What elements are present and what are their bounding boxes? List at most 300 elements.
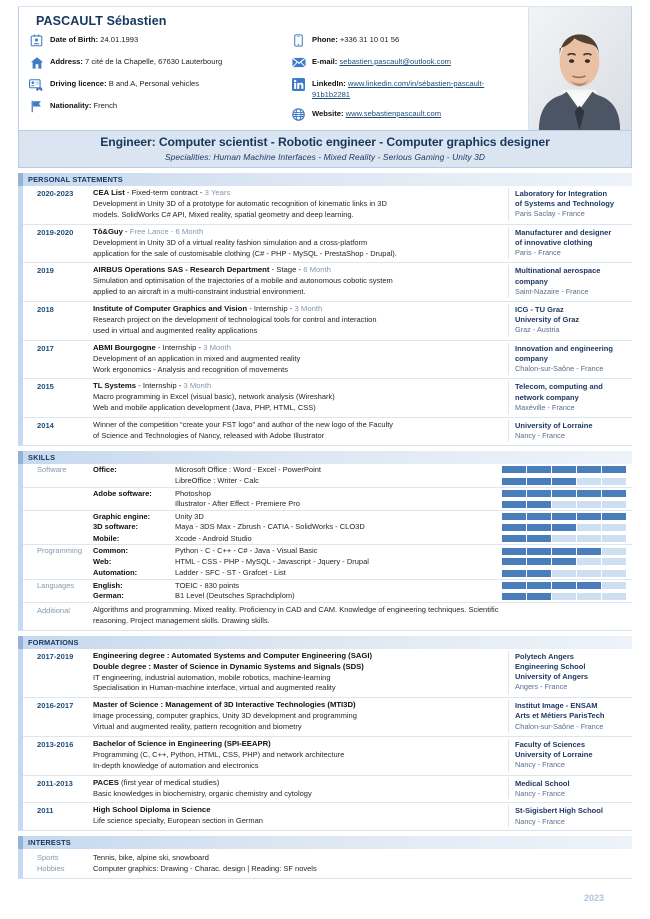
organisation-location: Graz - Austria [515, 325, 560, 335]
formation-desc-line: Specialisation in Human-machine interface, virtual and augmented reality [93, 683, 336, 693]
section-skills [18, 451, 632, 631]
skill-row [23, 521, 632, 533]
organisation-location: Paris Saclay - France [515, 209, 585, 219]
organisation-name: Multinational aerospace [515, 266, 601, 276]
skill-key: German: [93, 591, 124, 601]
experience-desc-line: Winner of the competition “create your FST logo” and author of the new logo of the Faculty [93, 420, 394, 430]
experience-title: CEA List - Fixed-term contract - 3 Years [93, 188, 231, 197]
experience-org: CEA List [93, 188, 125, 197]
organisation-name: of Systems and Technology [515, 199, 615, 209]
section-title: SKILLS [28, 452, 56, 462]
header-left-column [27, 33, 289, 129]
experience-title: AIRBUS Operations SAS - Research Department - Stage - 6 Month [93, 265, 331, 275]
home-icon [27, 55, 46, 70]
skill-category [23, 567, 93, 568]
skill-key: Common: [93, 546, 128, 556]
section-header-interests [18, 836, 632, 849]
formation-organisation [508, 700, 632, 733]
experience-organisation [508, 188, 632, 221]
section-interests [18, 836, 632, 879]
skill-additional-text: Algorithms and programming. Mixed reality. Proficiency in CAD and CAM. Knowledge of engineering techniques. Scientific reasoning. Project management skills. Drawing skills. [93, 604, 499, 625]
skill-rating-segment [602, 466, 626, 473]
formation-main [93, 805, 508, 827]
skill-rating-segment [577, 558, 601, 565]
organisation-name: Laboratory for Integration [515, 189, 608, 198]
skill-rating-segment [552, 570, 576, 577]
skill-category [23, 488, 93, 489]
skill-rating-segment [502, 535, 526, 542]
formation-date: 2013-2016 [37, 739, 74, 749]
organisation-location: Paris - France [515, 247, 561, 257]
organisation-location: Saint-Nazaire - France [515, 286, 589, 296]
skill-additional-row [23, 602, 632, 630]
skill-category [23, 590, 93, 591]
skill-rating-bar [502, 545, 632, 555]
header-field-dob [27, 33, 289, 48]
skill-rating-segment [502, 466, 526, 473]
skill-key: Adobe software: [93, 488, 152, 498]
skill-rating-segment [527, 466, 551, 473]
skill-rating-segment [552, 524, 576, 531]
section-header-skills [18, 451, 632, 464]
id-card-icon [27, 33, 46, 48]
experience-duration: 6 Month [303, 265, 331, 275]
experience-desc-line: Development in Unity 3D of a prototype for automatic recognition of kinematic links in 3D [93, 198, 387, 208]
organisation-location: Nancy - France [515, 760, 565, 770]
formation-main [93, 778, 508, 800]
experience-main [93, 265, 508, 298]
organisation-name: University of Lorraine [515, 750, 593, 760]
skill-value: Illustrator - After Effect - Premiere Pro [175, 499, 300, 509]
skill-rating-segment [552, 548, 576, 555]
experience-date: 2020-2023 [37, 189, 74, 198]
experience-desc-line: Macro programming in Excel (visual basic), network analysis (Wireshark) [93, 392, 335, 402]
organisation-name: Engineering School [515, 661, 586, 671]
skill-rating-segment [602, 558, 626, 565]
header-field-dob-label: Date of Birth: [50, 35, 99, 44]
formation-row [23, 737, 632, 776]
formation-desc-line: Image processing, computer graphics, Unity 3D development and programming [93, 711, 357, 721]
experience-date: 2014 [37, 421, 54, 431]
skill-value: B1 Level (Deutsches Sprachdiplom) [175, 591, 295, 601]
formation-desc-line: Basic knowledges in biochemistry, organic chemistry and cytology [93, 788, 312, 798]
formation-title: High School Diploma in Science [93, 805, 211, 815]
skill-rating-segment [577, 582, 601, 589]
skill-rating-segment [502, 501, 526, 508]
formation-desc-line: In-depth knowledge of automation and electronics [93, 760, 259, 770]
skill-rating-segment [602, 548, 626, 555]
skill-category: Additional [37, 605, 70, 615]
skill-rating-segment [602, 535, 626, 542]
header-field-licence-value: B and A, Personal vehicles [108, 79, 200, 88]
skill-rating-segment [527, 535, 551, 542]
skill-rating-segment [602, 582, 626, 589]
formation-desc-line: Programming (C, C++, Python, HTML, CSS, PHP) and network architecture [93, 749, 345, 759]
skill-rating-segment [552, 558, 576, 565]
skill-value: TOEIC - 830 points [175, 580, 240, 590]
experience-title: Institute of Computer Graphics and Vision - Internship - 3 Month [93, 304, 323, 314]
skill-row [23, 579, 632, 591]
skill-rating-segment [502, 582, 526, 589]
globe-icon [289, 107, 308, 122]
skill-key [93, 498, 175, 499]
website-link[interactable]: www.sebastienpascault.com [345, 109, 442, 118]
section-body-formations [18, 649, 632, 832]
experience-main [93, 188, 508, 221]
formation-main [93, 739, 508, 772]
skill-row [23, 487, 632, 499]
title-banner [18, 131, 632, 168]
skill-rating-segment [527, 570, 551, 577]
skill-key: Web: [93, 556, 112, 566]
skill-rating-segment [527, 558, 551, 565]
skill-rating-segment [502, 548, 526, 555]
experience-duration: 3 Month [203, 342, 231, 352]
experience-duration: 3 Years [204, 188, 231, 197]
organisation-name: Polytech Angers [515, 651, 574, 661]
driving-licence-icon [27, 77, 46, 92]
skill-rating-segment [552, 513, 576, 520]
header-field-address [27, 55, 289, 70]
experience-row [23, 379, 632, 418]
skill-rating-segment [577, 524, 601, 531]
skill-rating-segment [502, 478, 526, 485]
skill-rating-segment [502, 570, 526, 577]
skill-rating-segment [502, 593, 526, 600]
skill-rating-segment [577, 548, 601, 555]
experience-title: TL Systems - Internship - 3 Month [93, 381, 212, 391]
formation-date: 2011-2013 [37, 778, 73, 788]
interest-category: Hobbies [37, 864, 65, 874]
header-info [19, 7, 528, 130]
organisation-name: company [515, 353, 548, 363]
skill-rating-segment [502, 490, 526, 497]
experience-main [93, 420, 508, 442]
experience-duration: 3 Month [183, 381, 212, 391]
header-right-column [289, 33, 517, 129]
skill-key: Automation: [93, 568, 138, 578]
skill-rating-segment [552, 501, 576, 508]
job-title: Engineer: Computer scientist - Robotic engineer - Computer graphics designer [100, 135, 550, 149]
experience-desc-line: of Science and Technologies of Nancy, released with Adobe Illustrator [93, 431, 325, 440]
skill-category [23, 556, 93, 557]
skill-rating-segment [552, 535, 576, 542]
experience-organisation [508, 265, 632, 298]
organisation-name: Medical School [515, 778, 570, 788]
experience-org: TL Systems [93, 381, 137, 391]
skill-category: Languages [37, 580, 75, 590]
experience-row [23, 302, 632, 341]
experience-desc-line: Work ergonomics - Analysis and recognition of movements [93, 364, 288, 374]
skill-rating-bar [502, 580, 632, 590]
formation-row [23, 698, 632, 737]
header-field-licence [27, 77, 289, 92]
candidate-name: PASCAULT Sébastien [36, 14, 167, 28]
skill-value: Microsoft Office : Word - Excel - PowerPoint [175, 464, 322, 474]
header-field-phone [289, 33, 517, 48]
skill-rating-segment [577, 478, 601, 485]
skill-row [23, 498, 632, 510]
skill-category [23, 533, 93, 534]
skill-rating-segment [502, 513, 526, 520]
organisation-location: Chalon-sur-Saône - France [515, 721, 604, 731]
skill-rating-segment [527, 478, 551, 485]
experience-desc-line: Web and mobile application development (Java, PHP, HTML, CSS) [93, 403, 316, 413]
skill-row [23, 590, 632, 602]
experience-main [93, 227, 508, 260]
skill-key: Office: [93, 464, 117, 474]
experience-date: 2019 [37, 266, 54, 276]
section-title: FORMATIONS [28, 637, 79, 647]
formation-main [93, 700, 508, 733]
interest-row [23, 863, 632, 874]
skill-rating-segment [602, 524, 626, 531]
header-field-licence-label: Driving licence: [50, 79, 107, 88]
section-header-personal-statements [18, 173, 632, 186]
skill-value: HTML - CSS - PHP - MySQL - Javascript - Jquery - Drupal [175, 556, 369, 566]
skill-rating-segment [527, 593, 551, 600]
skill-rating-segment [527, 490, 551, 497]
formation-row [23, 776, 632, 804]
experience-row [23, 341, 632, 380]
header-field-dob-text [50, 33, 138, 45]
skill-rating-segment [577, 466, 601, 473]
skill-value: Xcode - Android Studio [175, 533, 252, 543]
formation-organisation [508, 651, 632, 695]
formation-organisation [508, 739, 632, 772]
header-field-nationality-text [50, 99, 117, 111]
formation-title: Master of Science : Management of 3D Interactive Technologies (MTI3D) [93, 700, 356, 710]
skill-rating-bar [502, 498, 632, 508]
organisation-name: Arts et Métiers ParisTech [515, 711, 605, 721]
job-specialities: Specialities: Human Machine Interfaces - Mixed Reality - Serious Gaming - Unity 3D [164, 152, 486, 162]
cv-page [0, 6, 650, 919]
organisation-name: Telecom, computing and [515, 382, 603, 392]
experience-desc-line: applied to an aircraft in a multi-constraint industrial environment. [93, 287, 306, 297]
skill-rating-segment [602, 478, 626, 485]
experience-row [23, 186, 632, 225]
organisation-name: Manufacturer and designer [515, 227, 612, 237]
header-field-address-label: Address: [50, 57, 83, 66]
skill-row [23, 556, 632, 568]
skill-category [23, 475, 93, 476]
header-field-address-text [50, 55, 222, 67]
header-field-linkedin-label: LinkedIn: [312, 79, 346, 88]
section-body-interests [18, 849, 632, 879]
header-field-website-label: Website: [312, 109, 344, 118]
experience-desc-line: Development in Unity 3D of a virtual reality fashion simulation and a cross-platform [93, 237, 368, 247]
skill-rating-segment [577, 593, 601, 600]
skill-rating-segment [602, 501, 626, 508]
section-title: INTERESTS [28, 838, 71, 848]
email-link[interactable]: sebastien.pascault@outlook.com [339, 57, 452, 66]
skill-rating-segment [602, 593, 626, 600]
experience-main [93, 343, 508, 376]
formation-desc-line: Virtual and augmented reality, pattern recognition and biometry [93, 722, 302, 732]
experience-row [23, 418, 632, 445]
experience-org: Tô&Guy [93, 226, 123, 236]
skill-value: LibreOffice : Writer - Calc [175, 476, 259, 486]
section-title: PERSONAL STATEMENTS [28, 175, 123, 184]
experience-row [23, 225, 632, 264]
section-personal-statements [18, 173, 632, 446]
organisation-location: Nancy - France [515, 816, 565, 826]
linkedin-link[interactable]: www.linkedin.com/in/sébastien-pascault-91b1b2281 [312, 79, 485, 99]
footer-year: 2023 [583, 893, 604, 904]
experience-org: Institute of Computer Graphics and Vision [93, 304, 248, 314]
section-header-formations [18, 636, 632, 649]
skill-rating-bar [502, 567, 632, 577]
experience-desc-line: used in virtual and augmented reality applications [93, 325, 258, 335]
skill-category [23, 521, 93, 522]
header-field-phone-label: Phone: [312, 35, 338, 44]
skill-category: Programming [37, 546, 83, 556]
header-field-website-text [312, 107, 441, 119]
experience-date: 2015 [37, 382, 54, 392]
organisation-name: ICG - TU Graz [515, 305, 564, 315]
organisation-location: Nancy - France [515, 431, 565, 441]
skill-key: English: [93, 580, 123, 590]
skill-rating-segment [552, 466, 576, 473]
skill-category [23, 498, 93, 499]
skill-value: Photoshop [175, 488, 211, 498]
skill-value: Maya - 3DS Max - Zbrush - CATIA - SolidWorks - CLO3D [175, 522, 365, 532]
skill-category [23, 511, 93, 512]
experience-organisation [508, 343, 632, 376]
formation-title: Double degree : Master of Science in Dynamic Systems and Signals (SDS) [93, 661, 364, 671]
interest-value: Computer graphics: Drawing - Charac. design | Reading: SF novels [93, 864, 317, 874]
organisation-name: St-Sigisbert High School [515, 806, 603, 816]
section-body-skills [18, 464, 632, 631]
skill-rating-segment [527, 582, 551, 589]
experience-row [23, 263, 632, 302]
experience-organisation [508, 227, 632, 260]
section-formations [18, 636, 632, 832]
experience-duration: 3 Month [294, 304, 323, 314]
flag-icon [27, 99, 46, 114]
experience-title: ABMI Bourgogne - Internship - 3 Month [93, 342, 231, 352]
experience-desc-line: Research project on the development of technological tools for control and interaction [93, 315, 377, 324]
interest-category: Sports [37, 853, 59, 863]
experience-title: Tô&Guy - Free Lance - 6 Month [93, 226, 204, 236]
skill-rating-segment [552, 593, 576, 600]
header-field-nationality-label: Nationality: [50, 101, 92, 110]
experience-date: 2018 [37, 305, 54, 315]
organisation-name: Institut Image - ENSAM [515, 701, 598, 711]
skill-rating-bar [502, 464, 632, 474]
organisation-location: Maxéville - France [515, 402, 575, 412]
experience-desc-line: models. SolidWorks C# API, Mixed reality, spatial geometry and deep learning. [93, 209, 354, 219]
formation-title: Engineering degree : Automated Systems and Computer Engineering (SAGI) [93, 650, 373, 660]
experience-organisation [508, 381, 632, 414]
skill-rating-bar [502, 556, 632, 566]
organisation-name: University of Lorraine [515, 421, 593, 431]
skill-key: Graphic engine: [93, 511, 151, 521]
header-field-address-value: 7 cité de la Chapelle, 67630 Lauterbourg [85, 57, 223, 66]
experience-organisation [508, 420, 632, 442]
header-field-linkedin [289, 77, 517, 100]
formation-organisation [508, 778, 632, 800]
experience-main [93, 304, 508, 337]
header-field-email [289, 55, 517, 70]
skill-row [23, 544, 632, 556]
envelope-icon [289, 55, 308, 70]
skill-rating-segment [552, 490, 576, 497]
skill-value: Ladder - SFC - ST - Grafcet - List [175, 568, 286, 578]
skill-value: Unity 3D [175, 511, 204, 521]
formation-date: 2011 [37, 806, 54, 816]
experience-organisation [508, 304, 632, 337]
skill-value: Python - C - C++ - C# - Java - Visual Basic [175, 546, 318, 556]
formation-desc-line: IT engineering, industrial automation, mobile robotics, machine-learning [93, 672, 331, 682]
experience-org: ABMI Bourgogne [93, 342, 156, 352]
skill-row [23, 533, 632, 545]
skill-rating-segment [577, 490, 601, 497]
skill-rating-segment [577, 513, 601, 520]
portrait-photo [528, 7, 631, 130]
header-field-licence-text [50, 77, 199, 89]
header-field-email-text [312, 55, 451, 67]
formation-title: Bachelor of Science in Engineering (SPI-EEAPR) [93, 738, 271, 748]
header-field-phone-value: +336 31 10 01 56 [339, 35, 400, 44]
formation-row [23, 803, 632, 830]
organisation-name: University of Graz [515, 315, 580, 325]
linkedin-icon [289, 77, 308, 92]
organisation-location: Chalon-sur-Saône - France [515, 364, 604, 373]
header-field-phone-text [312, 33, 399, 45]
experience-date: 2019-2020 [37, 227, 74, 237]
skill-key: 3D software: [93, 522, 139, 532]
experience-desc-line: Simulation and optimisation of the trajectories of a mobile and autonomous cobotic system [93, 276, 393, 286]
organisation-location: Nancy - France [515, 788, 565, 798]
skill-rating-segment [577, 570, 601, 577]
skill-rating-segment [502, 524, 526, 531]
organisation-name: network company [515, 392, 579, 402]
formation-title: PACES (first year of medical studies) [93, 777, 220, 787]
experience-date: 2017 [37, 343, 54, 353]
experience-main [93, 381, 508, 414]
skill-row [23, 475, 632, 487]
interest-value: Tennis, bike, alpine ski, snowboard [93, 853, 209, 863]
skill-rating-segment [552, 582, 576, 589]
header-field-email-label: E-mail: [312, 57, 338, 66]
formation-main [93, 651, 508, 695]
skill-rating-bar [502, 475, 632, 485]
skill-rating-bar [502, 521, 632, 531]
skill-row [23, 567, 632, 579]
formation-desc-line: Life science specialty, European section in German [93, 816, 263, 826]
skill-rating-segment [552, 478, 576, 485]
header-field-dob-value: 24.01.1993 [100, 35, 139, 44]
skill-rating-bar [502, 533, 632, 543]
organisation-name: University of Angers [515, 671, 589, 681]
organisation-name: Innovation and engineering [515, 343, 613, 353]
skill-row [23, 510, 632, 522]
experience-desc-line: Development of an application in mixed and augmented reality [93, 353, 301, 363]
skill-rating-segment [577, 535, 601, 542]
experience-org: AIRBUS Operations SAS - Research Department [93, 265, 270, 275]
interest-row [23, 852, 632, 863]
skill-row [23, 464, 632, 476]
skill-key: Mobile: [93, 533, 120, 543]
cv-header [18, 6, 632, 131]
formation-row [23, 649, 632, 699]
skill-rating-segment [527, 513, 551, 520]
organisation-name: of innovative clothing [515, 237, 593, 247]
skill-rating-segment [527, 524, 551, 531]
organisation-name: company [515, 276, 548, 286]
skill-rating-bar [502, 590, 632, 600]
